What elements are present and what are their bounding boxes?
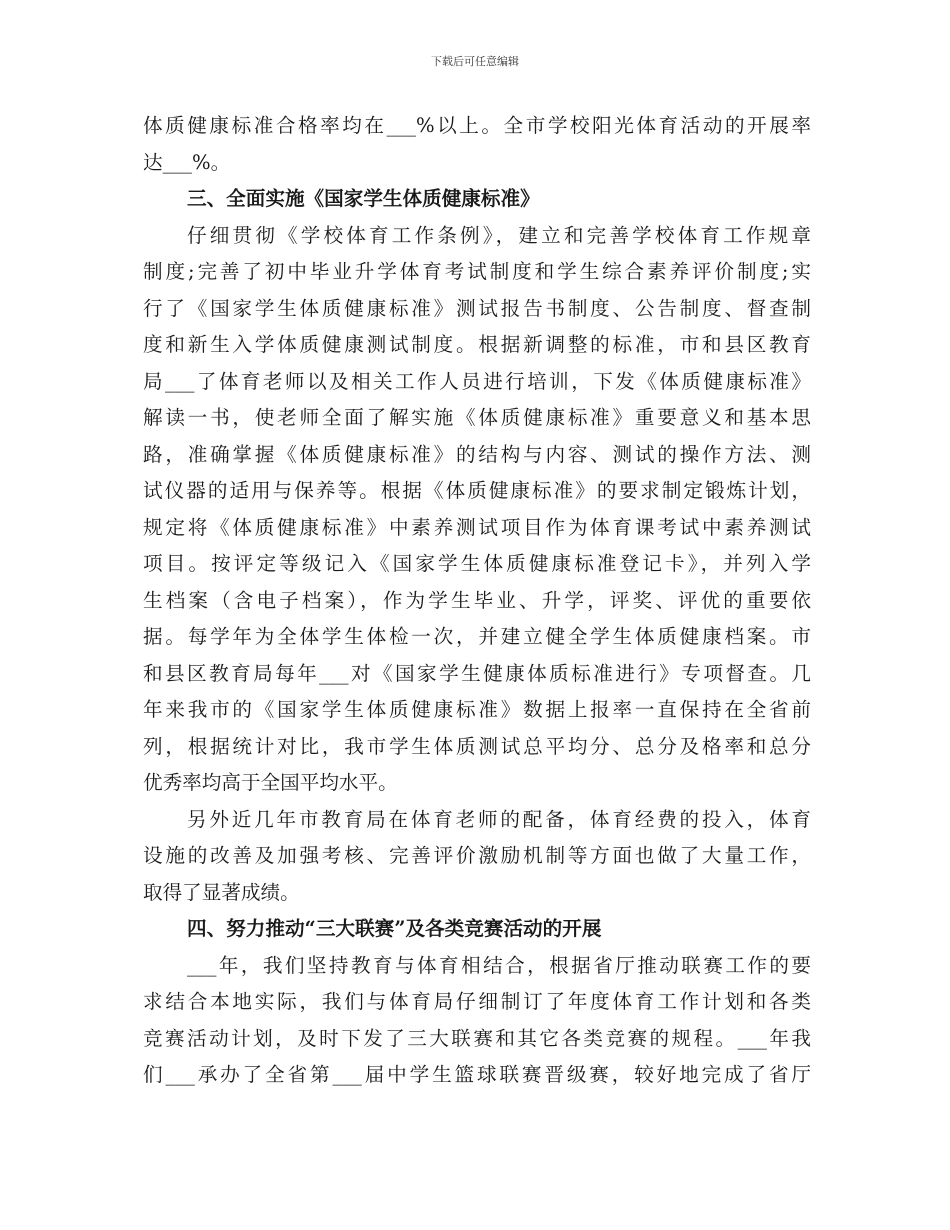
body-line: 项目。按评定等级记入《国家学生体质健康标准登记卡》，并列入学: [143, 552, 811, 575]
body-line: 规定将《体质健康标准》中素养测试项目作为体育课考试中素养测试: [143, 515, 811, 539]
body-line: 据。每学年为全体学生体检一次，并建立健全学生体质健康档案。市: [143, 625, 811, 648]
body-line: 另外近几年市教育局在体育老师的配备，体育经费的投入，体育: [187, 807, 811, 831]
body-line: 行了《国家学生体质健康标准》测试报告书制度、公告制度、督查制: [143, 296, 811, 320]
body-line: 仔细贯彻《学校体育工作条例》，建立和完善学校体育工作规章: [187, 223, 811, 247]
document-body: [143, 108, 811, 1094]
body-line: 设施的改善及加强考核、完善评价激励机制等方面也做了大量工作，: [143, 844, 811, 867]
page-header: 下载后可任意编辑: [431, 55, 519, 68]
body-line: 局___了体育老师以及相关工作人员进行培训，下发《体质健康标准》: [143, 369, 811, 393]
body-line: 年来我市的《国家学生体质健康标准》数据上报率一直保持在全省前: [143, 698, 811, 721]
body-line: 试仪器的适用与保养等。根据《体质健康标准》的要求制定锻炼计划，: [143, 479, 811, 502]
body-line: 求结合本地实际，我们与体育局仔细制订了年度体育工作计划和各类: [143, 990, 811, 1013]
section-heading-3: 三、全面实施《国家学生体质健康标准》: [187, 187, 540, 210]
body-line: 优秀率均高于全国平均水平。: [143, 771, 398, 794]
body-line: 列，根据统计对比，我市学生体质测试总平均分、总分及格率和总分: [143, 734, 811, 758]
body-line: 解读一书，使老师全面了解实施《体质健康标准》重要意义和基本思: [143, 406, 811, 429]
body-line: 体质健康标准合格率均在___%以上。全市学校阳光体育活动的开展率: [143, 114, 811, 137]
body-line: 度和新生入学体质健康测试制度。根据新调整的标准，市和县区教育: [143, 333, 811, 356]
body-line: 取得了显著成绩。: [143, 880, 300, 904]
body-line: 路，准确掌握《体质健康标准》的结构与内容、测试的操作方法、测: [143, 442, 811, 466]
body-line: 们___承办了全省第___届中学生篮球联赛晋级赛，较好地完成了省厅: [143, 1063, 811, 1086]
body-line: ___年，我们坚持教育与体育相结合，根据省厅推动联赛工作的要: [187, 953, 811, 977]
body-line: 达___%。: [143, 150, 231, 174]
body-line: 和县区教育局每年___对《国家学生健康体质标准进行》专项督查。几: [143, 661, 811, 685]
body-line: 制度;完善了初中毕业升学体育考试制度和学生综合素养评价制度;实: [143, 260, 811, 283]
body-line: 生档案（含电子档案），作为学生毕业、升学，评奖、评优的重要依: [143, 588, 811, 612]
section-heading-4: 四、努力推动“三大联赛”及各类竞赛活动的开展: [187, 917, 602, 940]
body-line: 竞赛活动计划，及时下发了三大联赛和其它各类竞赛的规程。___年我: [143, 1026, 811, 1050]
